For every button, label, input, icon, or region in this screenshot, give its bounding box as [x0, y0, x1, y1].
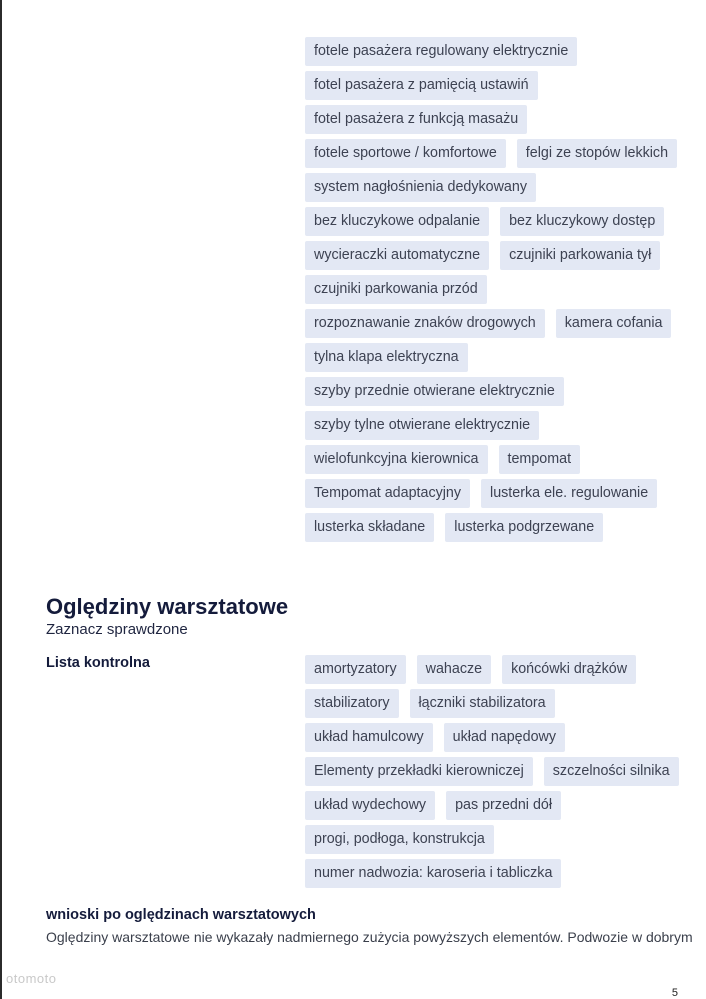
checklist-tag: układ hamulcowy — [305, 723, 433, 752]
checklist-tag: łączniki stabilizatora — [410, 689, 555, 718]
watermark: otomoto — [6, 971, 57, 986]
conclusions-title: wnioski po oględzinach warsztatowych — [46, 907, 316, 923]
conclusions-text: Oględziny warsztatowe nie wykazały nadmiernego zużycia powyższych elementów. Podwozie w dobrym — [46, 929, 693, 945]
equipment-tag: wielofunkcyjna kierownica — [305, 445, 488, 474]
page-left-edge — [0, 0, 2, 999]
equipment-tag: lusterka ele. regulowanie — [481, 479, 657, 508]
equipment-tag: fotel pasażera z funkcją masażu — [305, 105, 527, 134]
equipment-tag: tylna klapa elektryczna — [305, 343, 468, 372]
equipment-tag: fotel pasażera z pamięcią ustawiń — [305, 71, 538, 100]
equipment-tag: rozpoznawanie znaków drogowych — [305, 309, 545, 338]
equipment-tag: tempomat — [499, 445, 581, 474]
checklist-tag: Elementy przekładki kierowniczej — [305, 757, 533, 786]
equipment-tag: czujniki parkowania przód — [305, 275, 487, 304]
section-subtitle: Zaznacz sprawdzone — [46, 621, 188, 638]
equipment-tag: Tempomat adaptacyjny — [305, 479, 470, 508]
checklist-tag: układ wydechowy — [305, 791, 435, 820]
equipment-tag: kamera cofania — [556, 309, 672, 338]
equipment-tag: lusterka podgrzewane — [445, 513, 603, 542]
checklist-tag-list — [305, 655, 685, 888]
equipment-tag: szyby tylne otwierane elektrycznie — [305, 411, 539, 440]
checklist-tag: końcówki drążków — [502, 655, 636, 684]
checklist-tag: progi, podłoga, konstrukcja — [305, 825, 494, 854]
page-number: 5 — [671, 987, 678, 999]
checklist-tag: stabilizatory — [305, 689, 399, 718]
checklist-tag: amortyzatory — [305, 655, 406, 684]
section-title: Oględziny warsztatowe — [46, 594, 289, 619]
equipment-tag: bez kluczykowy dostęp — [500, 207, 664, 236]
equipment-tag-list — [305, 37, 685, 542]
checklist-label: Lista kontrolna — [46, 655, 150, 671]
checklist-tag: układ napędowy — [444, 723, 565, 752]
checklist-tag: pas przedni dół — [446, 791, 561, 820]
equipment-tag: fotele sportowe / komfortowe — [305, 139, 506, 168]
equipment-tag: bez kluczykowe odpalanie — [305, 207, 489, 236]
equipment-tag: wycieraczki automatyczne — [305, 241, 489, 270]
equipment-tag: felgi ze stopów lekkich — [517, 139, 677, 168]
equipment-tag: szyby przednie otwierane elektrycznie — [305, 377, 564, 406]
equipment-tag: czujniki parkowania tył — [500, 241, 660, 270]
equipment-tag: system nagłośnienia dedykowany — [305, 173, 536, 202]
equipment-tag: lusterka składane — [305, 513, 434, 542]
checklist-tag: szczelności silnika — [544, 757, 679, 786]
checklist-tag: numer nadwozia: karoseria i tabliczka — [305, 859, 561, 888]
checklist-tag: wahacze — [417, 655, 491, 684]
equipment-tag: fotele pasażera regulowany elektrycznie — [305, 37, 577, 66]
